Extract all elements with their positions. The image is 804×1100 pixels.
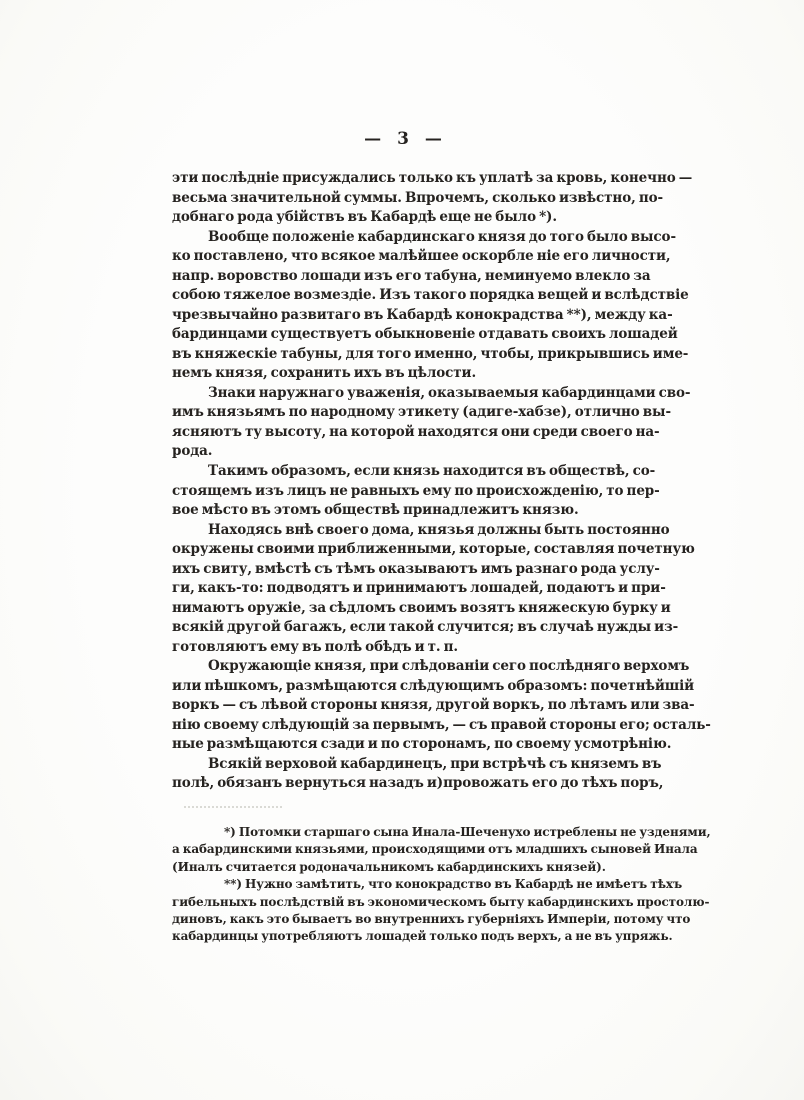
paragraph-line: нимаютъ оружіе, за сѣдломъ своимъ возятъ княжескую бурку и [172,599,671,616]
paragraph-line: немъ князя, сохранить ихъ въ цѣлости. [172,365,477,382]
page-number: — 3 — [364,129,444,149]
paragraph-line: стоящемъ изъ лицъ не равныхъ ему по происхожденію, то пер- [172,482,660,499]
paragraph-line: Вообще положеніе кабардинскаго князя до того было высо- [208,228,676,245]
footnote-separator [184,806,282,808]
footnote-line: *) Потомки старшаго сына Инала-Шеченухо истреблены не узденями, [224,825,711,839]
paragraph-line: рода. [172,443,213,460]
paragraph-line: имъ князьямъ по народному этикету (адиге-хабзе), отлично вы- [172,404,671,421]
paragraph-line: ясняютъ ту высоту, на которой находятся они среди своего на- [172,423,660,440]
paragraph-line: или пѣшкомъ, размѣщаются слѣдующимъ образомъ: почетнѣйшій [172,677,695,694]
paragraph-line: весьма значительной суммы. Впрочемъ, сколько извѣстно, по- [172,189,664,206]
paragraph-line: эти послѣдніе присуждались только къ уплатѣ за кровь, конечно — [172,170,693,186]
paragraph-line: ко поставлено, что всякое малѣйшее оскорбле ніе его личности, [172,248,671,265]
footnote-line: гибельныхъ послѣдствій въ экономическомъ быту кабардинскихъ простолю- [172,894,710,909]
paragraph-line: въ княжескіе табуны, для того именно, чтобы, прикрывшись име- [172,345,689,362]
paragraph [172,462,660,521]
footnotes [172,824,711,946]
paragraph-line: бардинцами существуетъ обыкновеніе отдавать своихъ лошадей [172,326,678,343]
paragraph-line: ги, какъ-то: подводятъ и принимаютъ лошадей, подаютъ и при- [172,580,666,597]
paragraph [172,169,693,228]
paragraph-line: всякій другой багажъ, если такой случится; въ случаѣ нужды из- [172,619,679,636]
footnote [172,824,711,876]
paragraph-line: окружены своими приближенными, которые, составляя почетную [172,541,695,558]
footnote-line: а кабардинскими князьями, происходящими отъ младшихъ сыновей Инала [172,842,698,857]
paragraph-line: напр. воровство лошади изъ его табуна, неминуемо влекло за [172,267,651,284]
paragraph [172,657,711,755]
body-text [172,169,711,794]
paragraph-line: добнаго рода убійствъ въ Кабардѣ еще не было *). [172,209,557,226]
paragraph-line: ные размѣщаются сзади и по сторонамъ, по своему усмотрѣнію. [172,736,672,753]
paragraph-line: воркъ — съ лѣвой стороны князя, другой воркъ, по лѣтамъ или зва- [172,697,695,714]
paragraph-line: ихъ свиту, вмѣстѣ съ тѣмъ оказываютъ имъ разнаго рода услу- [172,560,660,577]
footnote-line: **) Нужно замѣтить, что конокрадство въ Кабардѣ не имѣетъ тѣхъ [224,877,683,892]
paragraph-line: готовляютъ ему въ полѣ обѣдъ и т. п. [172,638,458,655]
footnote-line: (Иналъ считается родоначальникомъ кабардинскихъ князей). [172,859,606,874]
footnote-line: кабардинцы употребляютъ лошадей только подъ верхъ, а не въ упряжь. [172,929,673,944]
paragraph-line: Такимъ образомъ, если князь находится въ обществѣ, со- [208,462,656,479]
paragraph [172,384,691,462]
paragraph-line: Находясь внѣ своего дома, князья должны быть постоянно [208,521,670,538]
paragraph [172,521,695,658]
paragraph-line: Окружающіе князя, при слѣдованіи сего послѣдняго верхомъ [208,658,690,675]
paragraph-line: Всякій верховой кабардинецъ, при встрѣчѣ съ княземъ въ [208,755,662,772]
paragraph-line: вое мѣсто въ этомъ обществѣ принадлежитъ князю. [172,502,579,519]
paragraph-line: Знаки наружнаго уваженія, оказываемыя кабардинцами сво- [208,384,691,401]
paragraph-line: нію своему слѣдующій за первымъ, — съ правой стороны его; осталь- [172,716,711,733]
footnote-line: диновъ, какъ это бываетъ во внутреннихъ губерніяхъ Имперіи, потому что [172,912,691,927]
paragraph-line: собою тяжелое возмездіе. Изъ такого порядка вещей и вслѣдствіе [172,287,689,304]
paragraph-line: чрезвычайно развитаго въ Кабардѣ конокрадства **), между ка- [172,306,673,323]
paragraph [172,755,664,794]
paragraph-line: полѣ, обязанъ вернуться назадъ и)провожать его до тѣхъ поръ, [172,775,664,792]
paragraph [172,228,689,384]
footnote [172,876,710,946]
